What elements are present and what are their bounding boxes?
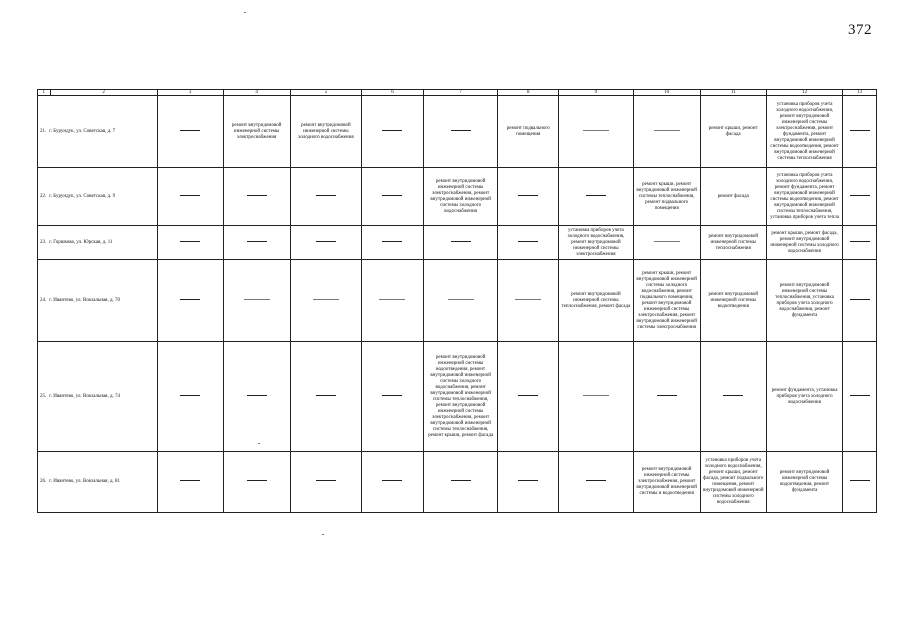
- dash-mark: [180, 195, 200, 196]
- dash-mark: [180, 299, 200, 300]
- address-cell: [38, 168, 158, 226]
- dash-mark: [451, 241, 471, 242]
- dash-mark: [583, 395, 609, 396]
- address-text: г. Бурундук, ул. Советская, д. 9: [49, 193, 116, 199]
- empty-cell: [559, 96, 633, 168]
- empty-cell: [223, 342, 290, 452]
- address-cell: [38, 260, 158, 342]
- dash-mark: [316, 480, 336, 481]
- column-number: 8: [498, 90, 559, 96]
- empty-cell: [362, 342, 424, 452]
- column-number: 11: [700, 90, 766, 96]
- dash-mark: [382, 480, 402, 481]
- dash-mark: [586, 195, 606, 196]
- empty-cell: [633, 96, 700, 168]
- row-number: 25.: [40, 393, 47, 399]
- empty-cell: [223, 168, 290, 226]
- empty-cell: [157, 168, 223, 226]
- empty-cell: [290, 260, 361, 342]
- empty-cell: [157, 260, 223, 342]
- dash-mark: [850, 241, 870, 242]
- table-row: [38, 452, 877, 513]
- work-cell: ремонт внутридомовой инженерной системы электроснабжения: [223, 96, 290, 168]
- dash-mark: [518, 395, 538, 396]
- empty-cell: [223, 260, 290, 342]
- page-number: 372: [848, 22, 872, 38]
- empty-cell: [362, 260, 424, 342]
- dash-mark: [850, 299, 870, 300]
- address-text: г. Бурундук, ул. Советская, д. 7: [49, 128, 116, 134]
- work-cell: ремонт внутридомовой инженерной системы водоотведения, ремонт фундамента: [766, 452, 843, 513]
- dash-mark: [382, 130, 402, 131]
- empty-cell: [290, 452, 361, 513]
- empty-cell: [423, 260, 497, 342]
- address-cell: [38, 96, 158, 168]
- empty-cell: [843, 452, 877, 513]
- dash-mark: [316, 241, 336, 242]
- column-number: 13: [843, 90, 877, 96]
- row-number: 23.: [40, 239, 47, 245]
- scan-speck: [244, 12, 246, 13]
- dash-mark: [850, 395, 870, 396]
- empty-cell: [223, 226, 290, 260]
- empty-cell: [498, 226, 559, 260]
- work-cell: установка приборов учета холодного водоснабжения, ремонт внутридомовой инженерной системы электроснабжения, ремонт фундамента, ремонт внутридомовой инженерной системы водоотведения, ремонт внутридомовой инженерной системы теплоснабжения: [766, 96, 843, 168]
- dash-mark: [850, 130, 870, 131]
- dash-mark: [850, 480, 870, 481]
- address-cell: [38, 226, 158, 260]
- empty-cell: [362, 226, 424, 260]
- dash-mark: [180, 480, 200, 481]
- work-cell: ремонт фасада: [700, 168, 766, 226]
- column-number: 1: [38, 90, 51, 96]
- work-cell: ремонт крыши, ремонт фасада, ремонт внутридомовой инженерной системы холодного водоснабжения: [766, 226, 843, 260]
- empty-cell: [157, 226, 223, 260]
- empty-cell: [157, 96, 223, 168]
- dash-mark: [451, 130, 471, 131]
- dash-mark: [448, 299, 474, 300]
- empty-cell: [157, 452, 223, 513]
- dash-mark: [850, 195, 870, 196]
- dash-mark: [316, 395, 336, 396]
- work-cell: ремонт внутридомовой инженерной системы электроснабжения, ремонт внутридомовой инженерной системы и водоотведения: [633, 452, 700, 513]
- work-cell: установка приборов учета холодного водоснабжения, ремонт крыши, ремонт фасада, ремонт подвального помещения, ремонт внутридомовой инженерной системы холодного водоснабжения: [700, 452, 766, 513]
- column-number: 4: [223, 90, 290, 96]
- empty-cell: [290, 226, 361, 260]
- address-text: г. Ивантево, ул. Вокзальная, д. 81: [49, 479, 120, 484]
- row-number: 26.: [40, 479, 47, 484]
- row-number: 24.: [40, 297, 47, 303]
- empty-cell: [498, 168, 559, 226]
- dash-mark: [379, 299, 405, 300]
- empty-cell: [700, 342, 766, 452]
- empty-cell: [498, 260, 559, 342]
- empty-cell: [498, 342, 559, 452]
- column-number: 3: [157, 90, 223, 96]
- dash-mark: [586, 480, 606, 481]
- work-cell: установка приборов учета холодного водоснабжения, ремонт внутридомовой инженерной системы электроснабжения: [559, 226, 633, 260]
- work-cell: ремонт внутридомовой инженерной системы теплоснабжения, ремонт фасада: [559, 260, 633, 342]
- work-cell: ремонт крыши, ремонт фасада: [700, 96, 766, 168]
- empty-cell: [423, 96, 497, 168]
- repair-schedule-table: [37, 89, 877, 513]
- dash-mark: [515, 299, 541, 300]
- empty-cell: [843, 168, 877, 226]
- dash-mark: [180, 395, 200, 396]
- scan-speck: [322, 534, 324, 535]
- empty-cell: [362, 452, 424, 513]
- dash-mark: [657, 395, 677, 396]
- work-cell: установка приборов учета холодного водоснабжения, ремонт фундамента, ремонт внутридомовой инженерной системы водоотведения, ремонт внутридомовой инженерной системы теплоснабжения, установка приборов учета тепла: [766, 168, 843, 226]
- empty-cell: [843, 260, 877, 342]
- work-cell: ремонт внутридомовой инженерной системы электроснабжения, ремонт внутридомовой инженерной системы холодного водоснабжения: [423, 168, 497, 226]
- dash-mark: [180, 241, 200, 242]
- dash-mark: [247, 195, 267, 196]
- column-number: 12: [766, 90, 843, 96]
- table-row: [38, 168, 877, 226]
- work-cell: ремонт внутридомовой инженерной системы теплоснабжения: [700, 226, 766, 260]
- dash-mark: [451, 480, 471, 481]
- table-row: [38, 226, 877, 260]
- work-cell: ремонт крыши, ремонт внутридомовой инженерной системы теплоснабжения, ремонт подвального помещения: [633, 168, 700, 226]
- address-cell: [38, 452, 158, 513]
- empty-cell: [843, 96, 877, 168]
- column-number: 7: [423, 90, 497, 96]
- empty-cell: [633, 226, 700, 260]
- work-cell: ремонт внутридомовой инженерной системы холодного водоснабжения: [290, 96, 361, 168]
- table-row: [38, 260, 877, 342]
- dash-mark: [244, 299, 270, 300]
- column-number: 10: [633, 90, 700, 96]
- dash-mark: [247, 241, 267, 242]
- work-cell: ремонт фундамента, установка приборов учета холодного водоснабжения: [766, 342, 843, 452]
- address-text: г. Горшкова, ул. Юрская, д. 11: [49, 239, 113, 245]
- address-text: г. Ивантево, ул. Вокзальная, д. 74: [49, 393, 120, 399]
- empty-cell: [843, 226, 877, 260]
- column-number: 5: [290, 90, 361, 96]
- empty-cell: [223, 452, 290, 513]
- empty-cell: [559, 342, 633, 452]
- work-cell: ремонт внутридомовой инженерной системы водоотведения: [700, 260, 766, 342]
- address-text: г. Ивантево, ул. Вокзальная, д. 70: [49, 297, 120, 303]
- empty-cell: [157, 342, 223, 452]
- address-cell: [38, 342, 158, 452]
- empty-cell: [362, 168, 424, 226]
- dash-mark: [180, 130, 200, 131]
- dash-mark: [382, 195, 402, 196]
- column-number: 2: [50, 90, 157, 96]
- dash-mark: [382, 395, 402, 396]
- empty-cell: [559, 452, 633, 513]
- dash-mark: [654, 130, 680, 131]
- work-cell: ремонт крыши, ремонт внутридомовой инженерной системы холодного водоснабжения, ремонт подвального помещения, ремонт внутридомовой инженерной системы электроснабжения, ремонт внутридомовой инженерной системы электроснабжения: [633, 260, 700, 342]
- empty-cell: [290, 342, 361, 452]
- row-number: 22.: [40, 193, 47, 199]
- dash-mark: [247, 480, 267, 481]
- dash-mark: [518, 480, 538, 481]
- dash-mark: [518, 241, 538, 242]
- table-row: [38, 342, 877, 452]
- work-cell: ремонт внутридомовой инженерной системы водоотведения, ремонт внутридомовой инженерной системы холодного водоснабжения, ремонт внутридомовой инженерной системы теплоснабжения, ремонт внутридомовой инженерной системы электроснабжения, ремонт внутридомовой инженерной системы теплоснабжения, ремонт крыши, ремонт фасада: [423, 342, 497, 452]
- empty-cell: [843, 342, 877, 452]
- dash-mark: [316, 195, 336, 196]
- work-cell: ремонт внутридомовой инженерной системы теплоснабжения, установка приборов учета холодного водоснабжения, ремонт фундамента: [766, 260, 843, 342]
- work-cell: ремонт подвального помещения: [498, 96, 559, 168]
- dash-mark: [247, 395, 267, 396]
- empty-cell: [423, 452, 497, 513]
- column-number: 9: [559, 90, 633, 96]
- empty-cell: [362, 96, 424, 168]
- dash-mark: [583, 130, 609, 131]
- empty-cell: [633, 342, 700, 452]
- row-number: 21.: [40, 128, 47, 134]
- dash-mark: [654, 241, 680, 242]
- dash-mark: [382, 241, 402, 242]
- column-number: 6: [362, 90, 424, 96]
- empty-cell: [559, 168, 633, 226]
- dash-mark: [313, 299, 339, 300]
- dash-mark: [518, 195, 538, 196]
- empty-cell: [290, 168, 361, 226]
- table-row: [38, 96, 877, 168]
- dash-mark: [723, 395, 743, 396]
- empty-cell: [423, 226, 497, 260]
- empty-cell: [498, 452, 559, 513]
